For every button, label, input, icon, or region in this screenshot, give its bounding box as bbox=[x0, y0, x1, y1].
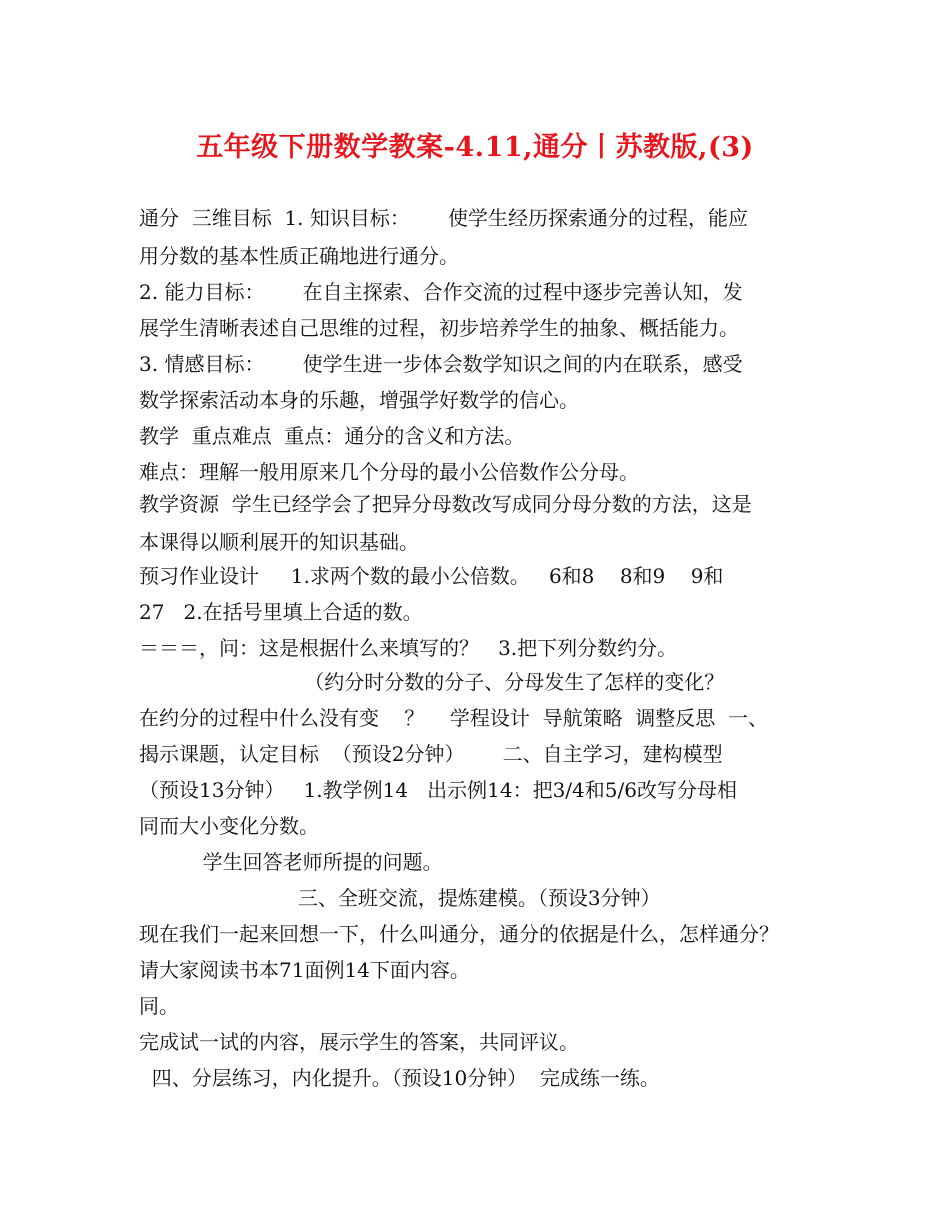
body-line: 展学生清晰表述自己思维的过程，初步培养学生的抽象、概括能力。 bbox=[139, 316, 739, 340]
document-title: 五年级下册数学教案-4.11,通分丨苏教版,(3) bbox=[196, 132, 754, 163]
body-line: 三、全班交流，提炼建模。（预设3分钟） bbox=[139, 886, 661, 910]
body-line: 通分 三维目标 1. 知识目标： 使学生经历探索通分的过程，能应 bbox=[139, 206, 749, 230]
body-line: 预习作业设计 1.求两个数的最小公倍数。 6和8 8和9 9和 bbox=[139, 564, 724, 588]
body-line: 3. 情感目标： 使学生进一步体会数学知识之间的内在联系，感受 bbox=[139, 352, 743, 376]
body-line: 2. 能力目标： 在自主探索、合作交流的过程中逐步完善认知，发 bbox=[139, 280, 743, 304]
body-line: （约分时分数的分子、分母发生了怎样的变化？ bbox=[139, 670, 725, 694]
body-line: 完成试一试的内容，展示学生的答案，共同评议。 bbox=[139, 1030, 579, 1054]
body-line: 难点：理解一般用原来几个分母的最小公倍数作公分母。 bbox=[139, 460, 639, 484]
body-line: ＝＝＝，问：这是根据什么来填写的？ 3.把下列分数约分。 bbox=[139, 636, 678, 660]
body-line: 同而大小变化分数。 bbox=[139, 814, 319, 838]
body-line: 在约分的过程中什么没有变 ？ 学程设计 导航策略 调整反思 一、 bbox=[139, 706, 769, 730]
body-line: 本课得以顺利展开的知识基础。 bbox=[139, 530, 419, 554]
body-line: （预设13分钟） 1.教学例14 出示例14：把3/4和5/6改写分母相 bbox=[139, 778, 737, 802]
body-line: 同。 bbox=[139, 994, 179, 1018]
body-line: 学生回答老师所提的问题。 bbox=[139, 850, 443, 874]
body-line: 教学 重点难点 重点：通分的含义和方法。 bbox=[139, 424, 525, 448]
body-line: 用分数的基本性质正确地进行通分。 bbox=[139, 244, 459, 268]
body-line: 四、分层练习，内化提升。（预设10分钟） 完成练一练。 bbox=[139, 1066, 660, 1090]
body-line: 数学探索活动本身的乐趣，增强学好数学的信心。 bbox=[139, 388, 579, 412]
body-line: 现在我们一起来回想一下，什么叫通分，通分的依据是什么，怎样通分？ bbox=[139, 922, 779, 946]
body-line: 请大家阅读书本71面例14下面内容。 bbox=[139, 958, 470, 982]
body-line: 揭示课题，认定目标 （预设2分钟） 二、自主学习，建构模型 bbox=[139, 742, 723, 766]
body-line: 27 2.在括号里填上合适的数。 bbox=[139, 600, 423, 624]
body-line: 教学资源 学生已经学会了把异分母数改写成同分母分数的方法，这是 bbox=[139, 492, 752, 516]
